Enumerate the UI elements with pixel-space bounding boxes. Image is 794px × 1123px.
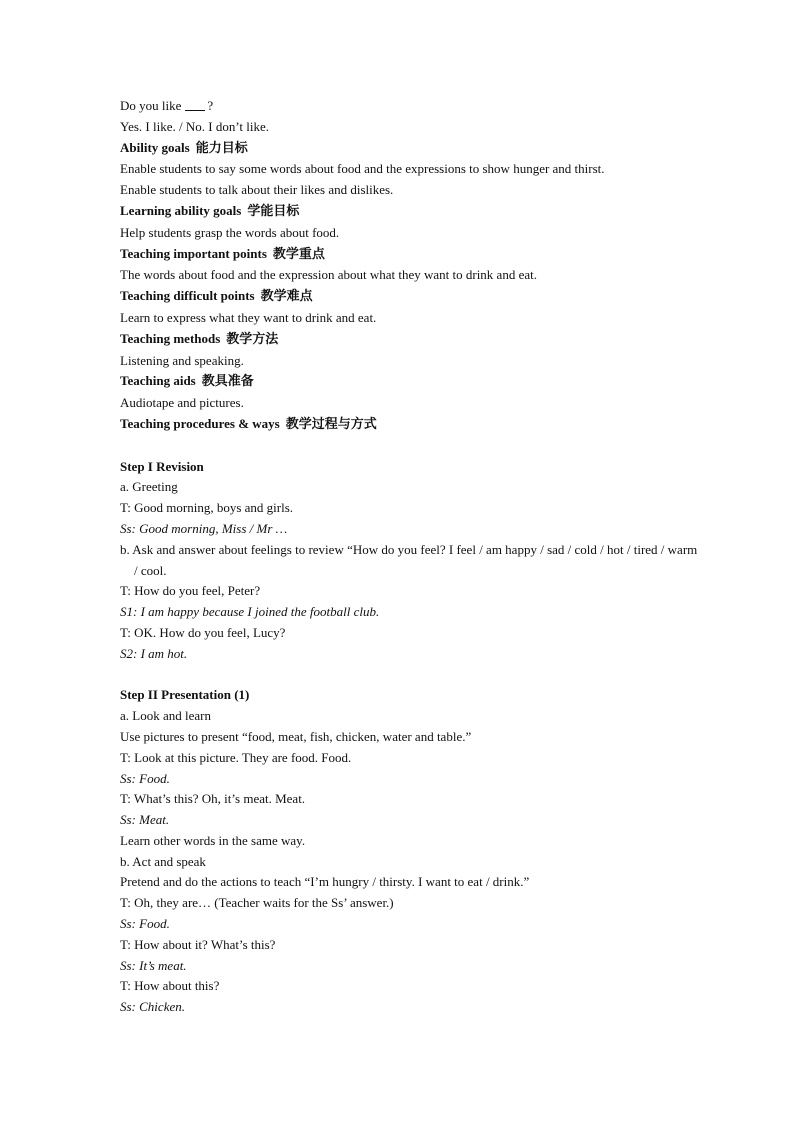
- heading-teaching-methods: Teaching methods 教学方法: [120, 330, 279, 347]
- ability-goal-1: Enable students to say some words about food and the expressions to show hunger and thirst.: [120, 161, 605, 177]
- teacher-line: T: Good morning, boys and girls.: [120, 500, 294, 516]
- heading-teaching-aids: Teaching aids 教具准备: [120, 373, 254, 390]
- heading-difficult-points: Teaching difficult points 教学难点: [120, 288, 313, 305]
- blank-line: [120, 665, 700, 686]
- student-line: Ss: Good morning, Miss / Mr …: [120, 520, 288, 536]
- teacher-line: T: OK. How do you feel, Lucy?: [120, 624, 286, 640]
- student-line: S2: I am hot.: [120, 645, 188, 661]
- blank-line: [120, 436, 700, 457]
- teacher-line: T: How about it? What’s this?: [120, 936, 276, 952]
- question-line: Do you like ?: [120, 98, 214, 113]
- step-1-heading: Step I Revision: [120, 458, 204, 474]
- heading-ability-goals: Ability goals 能力目标: [120, 139, 248, 156]
- heading-learning-ability-goals: Learning ability goals 学能目标: [120, 202, 300, 219]
- step-1-item-a: a. Greeting: [120, 479, 178, 495]
- step-1-item-b: b. Ask and answer about feelings to review “How do you feel? I feel / am happy / sad / cold / hot / tired / warm / cool.: [120, 541, 698, 578]
- teacher-line: T: Oh, they are… (Teacher waits for the Ss’ answer.): [120, 895, 394, 911]
- instruction-line: Use pictures to present “food, meat, fish, chicken, water and table.”: [120, 728, 472, 744]
- heading-teaching-procedures: Teaching procedures & ways 教学过程与方式: [120, 415, 377, 432]
- step-2-item-a: a. Look and learn: [120, 708, 211, 724]
- difficult-points-text: Learn to express what they want to drink and eat.: [120, 309, 377, 325]
- step-2-heading: Step II Presentation (1): [120, 687, 250, 703]
- instruction-line: Learn other words in the same way.: [120, 832, 306, 848]
- learning-goal: Help students grasp the words about food.: [120, 224, 340, 240]
- instruction-line: Pretend and do the actions to teach “I’m hungry / thirsty. I want to eat / drink.”: [120, 874, 530, 890]
- ability-goal-2: Enable students to talk about their likes and dislikes.: [120, 182, 394, 198]
- heading-important-points: Teaching important points 教学重点: [120, 245, 325, 262]
- teacher-line: T: How do you feel, Peter?: [120, 583, 261, 599]
- teacher-line: T: How about this?: [120, 978, 220, 994]
- important-points-text: The words about food and the expression about what they want to drink and eat.: [120, 267, 537, 283]
- student-line: Ss: Food.: [120, 916, 170, 932]
- lesson-plan-body: [120, 96, 700, 1018]
- student-line: Ss: Chicken.: [120, 999, 185, 1015]
- student-line: S1: I am happy because I joined the football club.: [120, 604, 380, 620]
- teacher-line: T: What’s this? Oh, it’s meat. Meat.: [120, 791, 306, 807]
- teacher-line: T: Look at this picture. They are food. Food.: [120, 749, 352, 765]
- teaching-aids-text: Audiotape and pictures.: [120, 395, 244, 411]
- student-line: Ss: Meat.: [120, 812, 170, 828]
- step-2-item-b: b. Act and speak: [120, 853, 206, 869]
- answer-line: Yes. I like. / No. I don’t like.: [120, 118, 270, 134]
- student-line: Ss: It’s meat.: [120, 957, 187, 973]
- teaching-methods-text: Listening and speaking.: [120, 352, 244, 368]
- fill-blank: [185, 98, 205, 111]
- student-line: Ss: Food.: [120, 770, 170, 786]
